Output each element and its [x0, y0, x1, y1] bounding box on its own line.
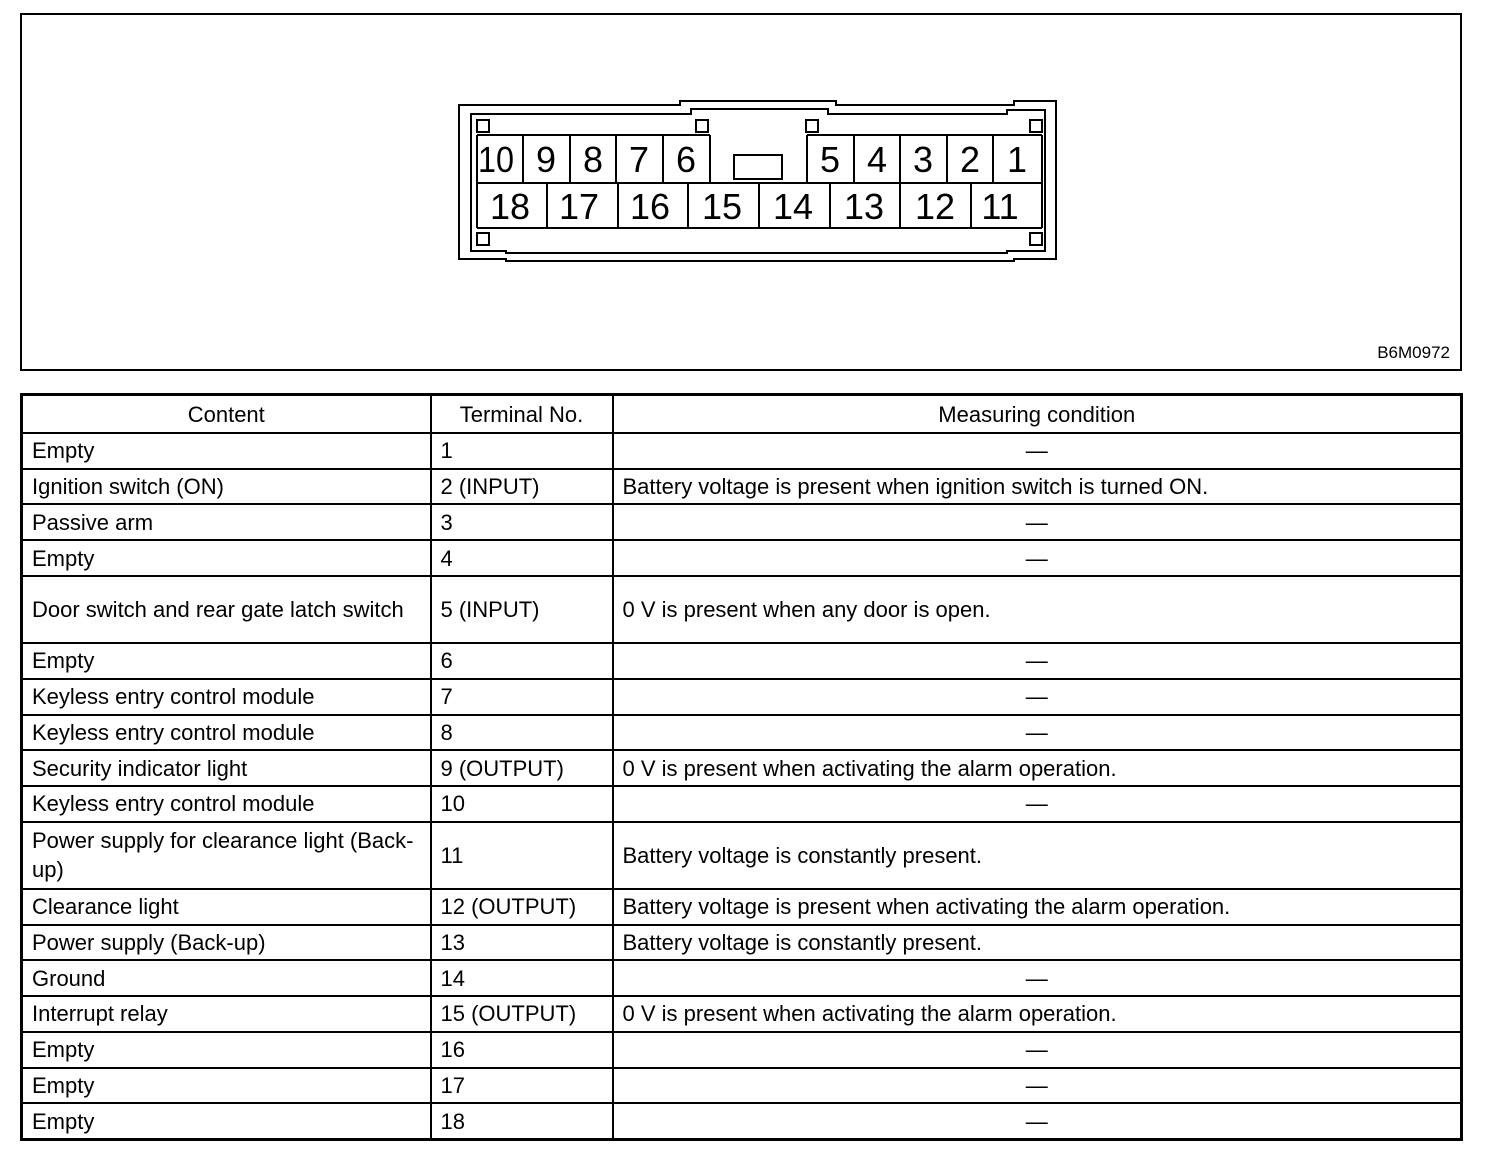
content-cell: Interrupt relay [22, 996, 431, 1032]
content-cell: Door switch and rear gate latch switch [22, 576, 431, 643]
header-terminal-no: Terminal No. [431, 395, 613, 434]
table-row [22, 1068, 1462, 1104]
pin-label: 3 [912, 139, 934, 180]
terminal-cell: 17 [431, 1068, 613, 1104]
pin-label: 5 [819, 139, 841, 180]
content-cell: Keyless entry control module [22, 786, 431, 822]
terminal-cell: 8 [431, 715, 613, 751]
table-row [22, 679, 1462, 715]
corner-latch [477, 233, 489, 245]
table-header-row [22, 395, 1462, 434]
condition-cell: — [613, 1032, 1462, 1068]
pin-label: 13 [843, 186, 885, 227]
table-row [22, 469, 1462, 505]
pin-label: 8 [582, 139, 604, 180]
header-content: Content [22, 395, 431, 434]
table-row [22, 996, 1462, 1032]
content-cell: Clearance light [22, 889, 431, 925]
terminal-cell: 13 [431, 925, 613, 961]
header-measuring-condition: Measuring condition [613, 395, 1462, 434]
pin-label: 2 [959, 139, 981, 180]
table-row [22, 540, 1462, 576]
content-cell: Keyless entry control module [22, 715, 431, 751]
condition-cell: 0 V is present when activating the alarm operation. [613, 750, 1462, 786]
corner-latch [477, 120, 489, 132]
corner-latch [806, 120, 818, 132]
connector-housing-inner [471, 109, 1045, 253]
content-cell: Empty [22, 540, 431, 576]
table-row [22, 576, 1462, 643]
table-row [22, 504, 1462, 540]
terminal-cell: 5 (INPUT) [431, 576, 613, 643]
condition-cell: — [613, 433, 1462, 469]
pin-label: 15 [701, 186, 743, 227]
terminal-cell: 15 (OUTPUT) [431, 996, 613, 1032]
table-row [22, 786, 1462, 822]
content-cell: Empty [22, 1068, 431, 1104]
terminal-cell: 16 [431, 1032, 613, 1068]
pin-label: 1 [1006, 139, 1028, 180]
pin-label: 16 [629, 186, 671, 227]
table-row [22, 822, 1462, 889]
content-cell: Empty [22, 1032, 431, 1068]
condition-cell: Battery voltage is present when ignition switch is turned ON. [613, 469, 1462, 505]
content-cell: Keyless entry control module [22, 679, 431, 715]
content-cell: Empty [22, 1103, 431, 1139]
table-row [22, 643, 1462, 679]
terminal-cell: 11 [431, 822, 613, 889]
table-row [22, 1103, 1462, 1139]
condition-cell: — [613, 960, 1462, 996]
condition-cell: — [613, 786, 1462, 822]
content-cell: Ignition switch (ON) [22, 469, 431, 505]
table-row [22, 433, 1462, 469]
table-row [22, 960, 1462, 996]
pin-label: 12 [914, 186, 956, 227]
table-row [22, 1032, 1462, 1068]
figure-code: B6M0972 [1377, 343, 1450, 362]
condition-cell: — [613, 1068, 1462, 1104]
table-row [22, 715, 1462, 751]
terminal-cell: 1 [431, 433, 613, 469]
connector-housing-outline [459, 101, 1056, 261]
terminal-cell: 6 [431, 643, 613, 679]
connector-diagram-panel [20, 13, 1462, 371]
condition-cell: — [613, 504, 1462, 540]
table-row [22, 750, 1462, 786]
content-cell: Power supply for clearance light (Back-up) [22, 822, 431, 889]
content-cell: Ground [22, 960, 431, 996]
connector-diagram [22, 15, 1460, 369]
terminal-cell: 3 [431, 504, 613, 540]
terminal-table [20, 393, 1463, 1141]
pin-label: 9 [535, 139, 557, 180]
corner-latch [696, 120, 708, 132]
pin-label: 4 [866, 139, 888, 180]
terminal-cell: 2 (INPUT) [431, 469, 613, 505]
terminal-cell: 18 [431, 1103, 613, 1139]
pin-label: 11 [981, 186, 1019, 227]
corner-latch [1030, 120, 1042, 132]
condition-cell: Battery voltage is constantly present. [613, 822, 1462, 889]
content-cell: Power supply (Back-up) [22, 925, 431, 961]
pin-label: 18 [489, 186, 531, 227]
pin-label: 7 [628, 139, 650, 180]
terminal-cell: 14 [431, 960, 613, 996]
pin-label: 6 [675, 139, 697, 180]
terminal-cell: 7 [431, 679, 613, 715]
content-cell: Empty [22, 433, 431, 469]
condition-cell: Battery voltage is present when activating the alarm operation. [613, 889, 1462, 925]
pin-label: 17 [558, 186, 600, 227]
table-row [22, 925, 1462, 961]
corner-latch [1030, 233, 1042, 245]
condition-cell: 0 V is present when any door is open. [613, 576, 1462, 643]
condition-cell: — [613, 715, 1462, 751]
content-cell: Passive arm [22, 504, 431, 540]
table-row [22, 889, 1462, 925]
terminal-cell: 12 (OUTPUT) [431, 889, 613, 925]
terminal-cell: 10 [431, 786, 613, 822]
condition-cell: — [613, 643, 1462, 679]
condition-cell: — [613, 679, 1462, 715]
pin-label: 10 [478, 139, 514, 180]
terminal-cell: 4 [431, 540, 613, 576]
content-cell: Security indicator light [22, 750, 431, 786]
pin-label: 14 [772, 186, 814, 227]
content-cell: Empty [22, 643, 431, 679]
condition-cell: 0 V is present when activating the alarm operation. [613, 996, 1462, 1032]
condition-cell: — [613, 1103, 1462, 1139]
locking-tab [734, 155, 782, 179]
condition-cell: Battery voltage is constantly present. [613, 925, 1462, 961]
terminal-cell: 9 (OUTPUT) [431, 750, 613, 786]
condition-cell: — [613, 540, 1462, 576]
